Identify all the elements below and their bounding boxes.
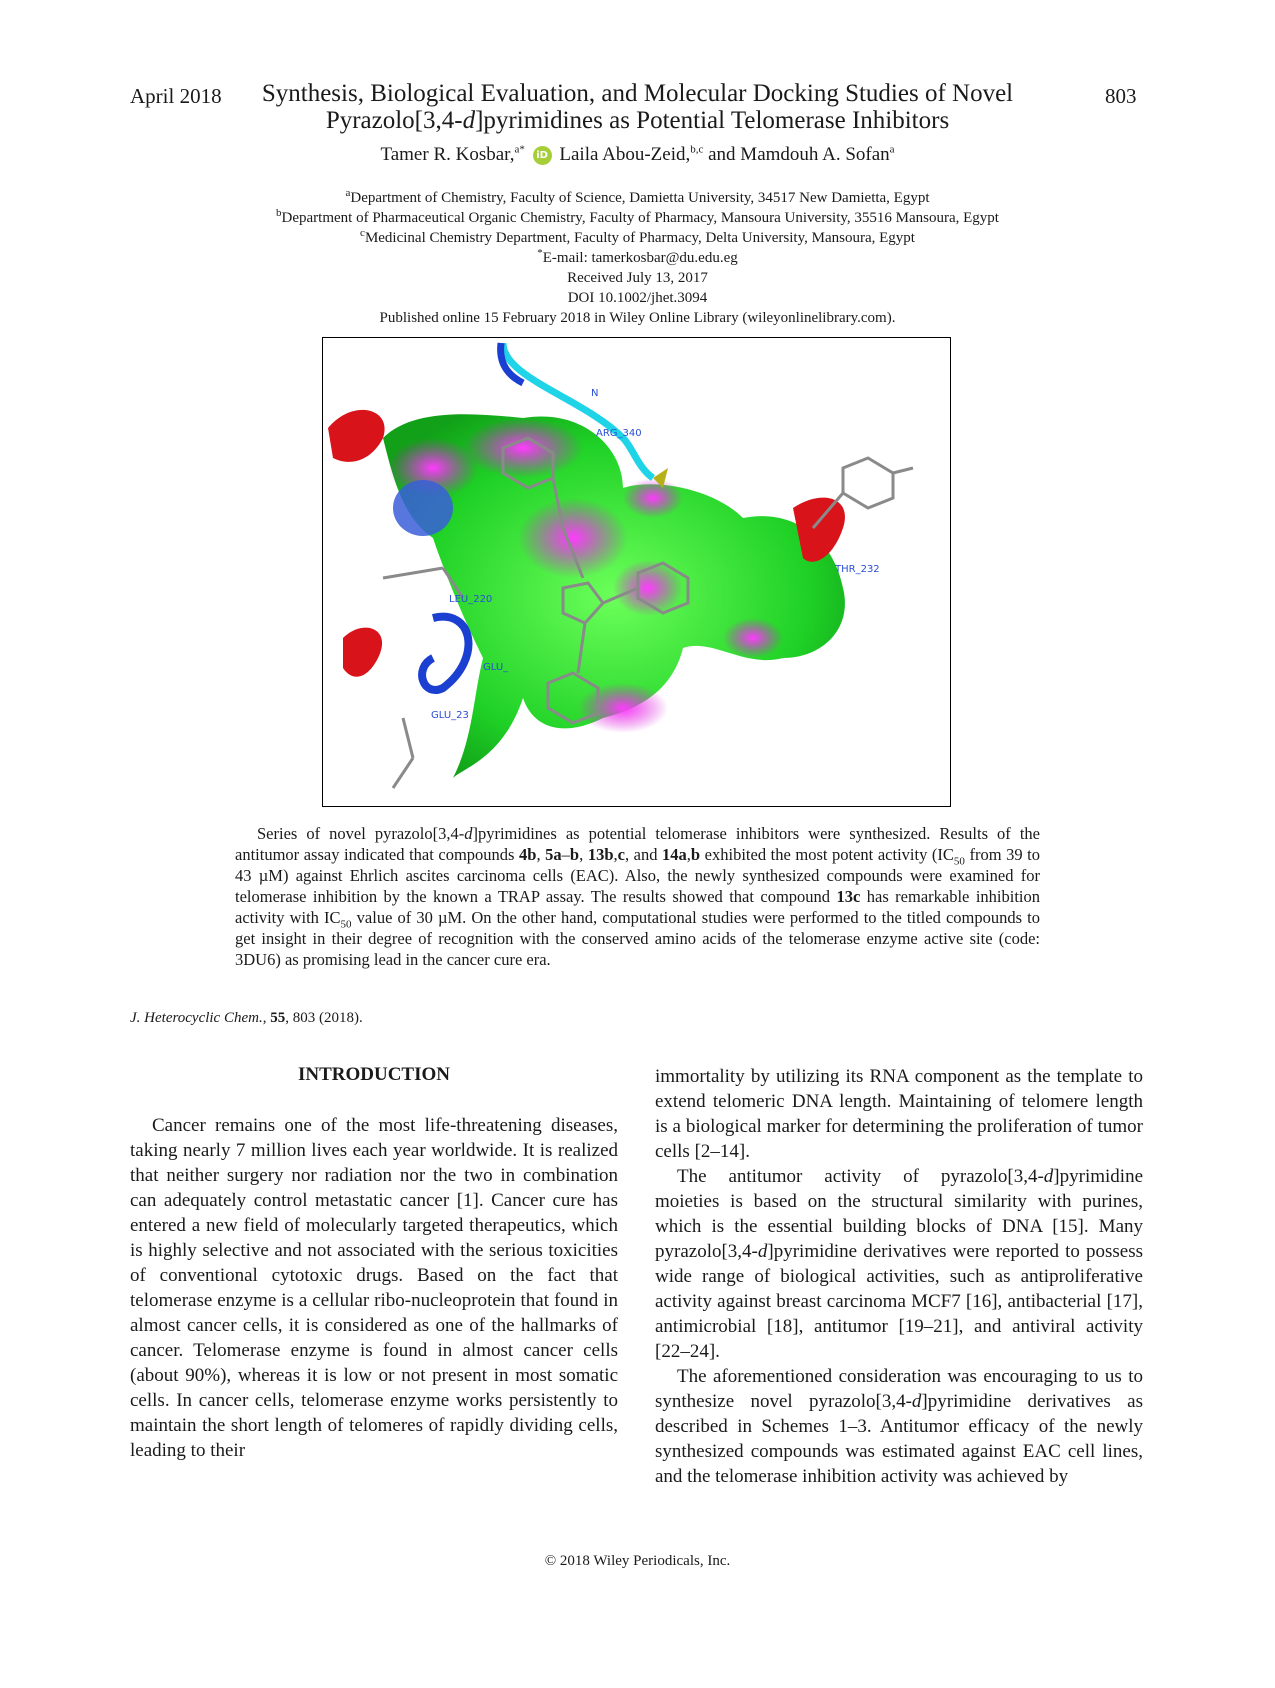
compound-5a: 5a — [545, 845, 562, 864]
compound-14b: b — [690, 845, 701, 864]
p3-italic: d — [911, 1391, 922, 1412]
docking-illustration — [323, 338, 951, 807]
email-mark: * — [537, 247, 543, 259]
label-arg340: ARG_340 — [596, 428, 642, 439]
affiliation-b-mark: b — [276, 207, 282, 219]
right-column — [655, 1064, 1143, 1489]
section-heading-introduction: INTRODUCTION — [297, 1064, 451, 1085]
label-glu-2: GLU_23 — [431, 710, 469, 721]
blue-coil — [422, 617, 468, 690]
docking-figure — [322, 337, 951, 807]
affiliation-a-text: Department of Chemistry, Faculty of Science, Damietta University, 34517 New Damietta, Egypt — [350, 190, 930, 206]
intro-paragraph-1: Cancer remains one of the most life-threatening diseases, taking nearly 7 million lives each year worldwide. It is realized that neither surgery nor radiation nor the two in combination can adequately control metastatic cancer [1]. Cancer cure has entered a new field of molecularly targeted therapeutics, which is highly selective and not associated with the serious toxicities of conventional cytotoxic drugs. Based on the fact that telomerase enzyme is a cellular ribo-nucleoprotein that found in almost cancer cells, it is considered as one of the hallmarks of cancer. Telomerase enzyme is found in almost cancer cells (about 90%), whereas it is low or not present in most somatic cells. In cancer cells, telomerase enzyme works persistently to maintain the short length of telomeres of rapidly dividing cells, leading to their — [130, 1115, 618, 1461]
journal-volume: 55 — [270, 1010, 286, 1026]
intro-paragraph-3 — [655, 1364, 1143, 1489]
p2-italic-2: d — [757, 1241, 768, 1262]
p2-text-c: ]pyrimidine derivatives were reported to possess wide range of biological activities, such as antiproliferative activity against breast carcinoma MCF7 [16], antibacterial [17], antimicrobial [18], antitumor [19–21], and antiviral activity [22–24]. — [655, 1241, 1143, 1362]
author-2-affiliation: b,c — [690, 143, 704, 156]
label-leu220: LEU_220 — [449, 594, 493, 605]
abstract-text-4: – — [561, 845, 570, 864]
article-title — [260, 80, 1015, 134]
author-3-name: and Mamdouh A. Sofan — [708, 144, 890, 165]
orcid-icon[interactable]: iD — [533, 146, 552, 165]
affiliations — [150, 188, 1125, 328]
label-thr232: THR_232 — [835, 564, 880, 575]
intro-paragraph-2 — [655, 1164, 1143, 1364]
affiliation-c-mark: c — [360, 227, 365, 239]
affiliation-b-text: Department of Pharmaceutical Organic Chemistry, Faculty of Pharmacy, Mansoura University, 35516 Mansoura, Egypt — [281, 210, 999, 226]
affiliation-a — [150, 188, 1125, 208]
running-date: April 2018 — [130, 84, 222, 108]
p2-text-a: The antitumor activity of pyrazolo[3,4- — [677, 1166, 1044, 1187]
copyright-footer: © 2018 Wiley Periodicals, Inc. — [544, 1553, 731, 1569]
journal-name: J. Heterocyclic Chem. — [130, 1010, 263, 1026]
compound-13c-short: c — [617, 845, 625, 864]
author-2-name: Laila Abou-Zeid, — [559, 144, 691, 165]
label-n: N — [591, 388, 599, 399]
abstract-text-1: Series of novel pyrazolo[3,4- — [257, 824, 465, 843]
affiliation-c-text: Medicinal Chemistry Department, Faculty of Pharmacy, Delta University, Mansoura, Egypt — [364, 230, 915, 246]
red-helix-left — [328, 410, 385, 462]
published-online: Published online 15 February 2018 in Wiley Online Library (wileyonlinelibrary.com). — [379, 310, 896, 326]
label-glu-1: GLU_ — [483, 662, 509, 673]
p3-text-b: ]pyrimidine derivatives as described in Schemes 1–3. Antitumor efficacy of the newly synthesized compounds was estimated against EAC cell lines, and the telomerase inhibition activity was achieved by — [655, 1391, 1143, 1487]
abstract-text-3: , — [536, 845, 546, 864]
abstract — [235, 823, 1040, 970]
abstract-text-8: , — [686, 845, 691, 864]
author-1-affiliation: a* — [514, 143, 525, 156]
abstract-text-5: , — [579, 845, 588, 864]
title-line-2-prefix: Pyrazolo[3,4- — [325, 107, 463, 134]
affiliation-b — [150, 208, 1125, 228]
p3-text-a: The aforementioned consideration was encouraging to us to synthesize novel pyrazolo[3,4- — [655, 1366, 1143, 1412]
doi: DOI 10.1002/jhet.3094 — [567, 290, 708, 306]
compound-4b: 4b — [519, 845, 537, 864]
compound-13b: 13b — [587, 845, 614, 864]
citation-sep: , — [262, 1010, 271, 1026]
left-column — [130, 1113, 618, 1463]
title-line-2-suffix: ]pyrimidines as Potential Telomerase Inhibitors — [475, 107, 950, 134]
journal-citation — [130, 1010, 363, 1027]
affiliation-a-mark: a — [345, 187, 351, 199]
page-number: 803 — [1105, 84, 1137, 108]
compound-13c: 13c — [836, 887, 861, 906]
abstract-text-12: value of 30 µM. On the other hand, computational studies were performed to the titled compounds to get insight in their degree of recognition with the conserved amino acids of the telomerase enzyme active site (code: 3DU6) as promising lead in the cancer cure era. — [235, 908, 1040, 969]
author-list — [260, 144, 1015, 166]
affiliation-c — [150, 228, 1125, 248]
abstract-text-9: exhibited the most potent activity (IC — [700, 845, 954, 864]
abstract-italic-1: d — [464, 824, 473, 843]
abstract-text-10: from 39 to 43 µM) against Ehrlich ascites carcinoma cells (EAC). Also, the newly synthesized compounds were examined for telomerase inhibition by the known a TRAP assay. The results showed that compound — [235, 845, 1041, 906]
abstract-text-6: , — [613, 845, 618, 864]
citation-rest: , 803 (2018). — [285, 1010, 363, 1026]
red-helix-bottom — [343, 628, 382, 677]
title-line-1: Synthesis, Biological Evaluation, and Molecular Docking Studies of Novel — [261, 80, 1014, 107]
ic50-subscript-2: 50 — [340, 918, 352, 931]
p2-italic-1: d — [1043, 1166, 1054, 1187]
abstract-text-2: ]pyrimidines as potential telomerase inhibitors were synthesized. Results of the antitumor assay indicated that compounds — [235, 824, 1040, 864]
author-1-name: Tamer R. Kosbar, — [380, 144, 515, 165]
ic50-subscript-1: 50 — [953, 855, 965, 868]
title-line-2 — [260, 107, 1015, 134]
compound-14a: 14a — [662, 845, 687, 864]
abstract-text-7: , and — [624, 845, 663, 864]
p2-text-b: ]pyrimidine moieties is based on the structural similarity with purines, which is the essential building blocks of DNA [15]. Many pyrazolo[3,4- — [655, 1166, 1143, 1262]
intro-paragraph-1-continued: immortality by utilizing its RNA component as the template to extend telomeric DNA length. Maintaining of telomere length is a biological marker for determining the proliferation of tumor cells [2–14]. — [655, 1066, 1143, 1162]
email-text: E-mail: tamerkosbar@du.edu.eg — [542, 250, 738, 266]
title-line-2-italic: d — [462, 107, 476, 134]
email-line — [150, 248, 1125, 268]
author-3-affiliation: a — [889, 143, 895, 156]
compound-5b: b — [569, 845, 580, 864]
received-date: Received July 13, 2017 — [567, 270, 708, 286]
abstract-text-11: has remarkable inhibition activity with IC — [235, 887, 1040, 927]
